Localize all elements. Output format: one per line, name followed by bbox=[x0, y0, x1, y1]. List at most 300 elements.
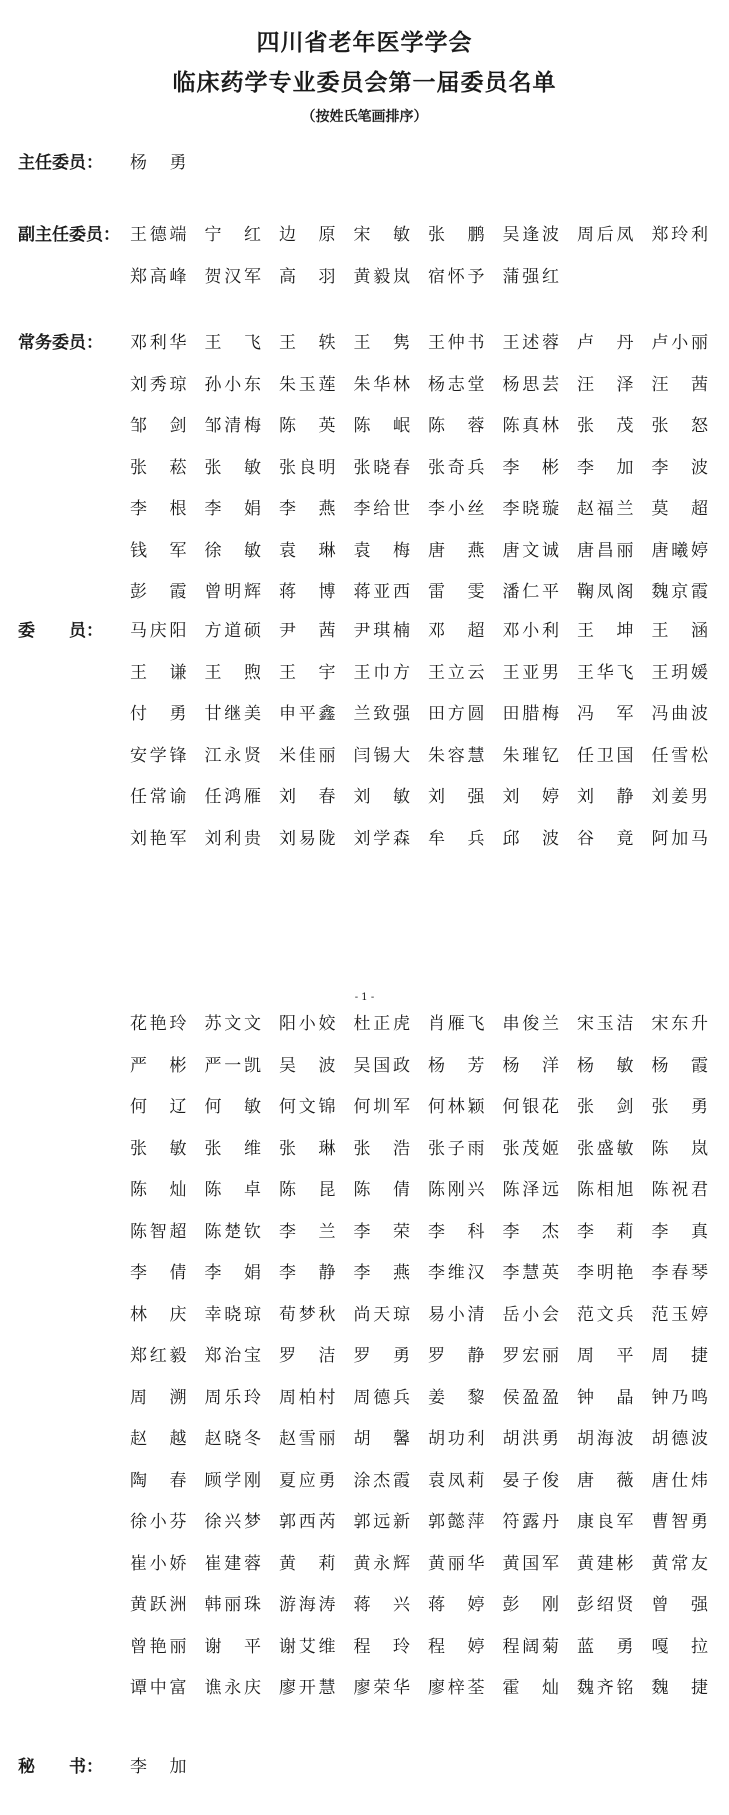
member-name: 甘继美 bbox=[204, 704, 261, 724]
member-name: 邓 超 bbox=[428, 621, 485, 641]
name-row bbox=[130, 1097, 729, 1117]
member-name: 黄跃洲 bbox=[130, 1595, 187, 1615]
member-name: 张 茂 bbox=[577, 416, 634, 436]
member-name: 嘎 拉 bbox=[651, 1636, 708, 1657]
name-grid bbox=[130, 1014, 729, 1720]
member-name: 任常谕 bbox=[130, 787, 187, 807]
member-name: 杨 洋 bbox=[502, 1055, 559, 1076]
member-name: 邹清梅 bbox=[204, 416, 261, 436]
member-name: 李 燕 bbox=[279, 499, 336, 519]
member-name: 曹智勇 bbox=[651, 1512, 708, 1532]
member-name: 朱容慧 bbox=[428, 745, 485, 766]
member-name: 唐 薇 bbox=[577, 1470, 634, 1491]
member-name: 宋 敏 bbox=[353, 225, 410, 245]
member-name: 何林颖 bbox=[428, 1097, 485, 1117]
member-name: 张 菘 bbox=[130, 457, 187, 478]
name-row bbox=[130, 663, 729, 683]
member-name: 程 玲 bbox=[353, 1636, 410, 1657]
member-name: 吴逢波 bbox=[502, 225, 559, 245]
member-name: 何银花 bbox=[502, 1097, 559, 1117]
member-name: 王德端 bbox=[130, 225, 187, 245]
name-row bbox=[130, 333, 729, 353]
name-grid bbox=[130, 333, 729, 624]
name-row bbox=[130, 1678, 729, 1698]
name-row bbox=[130, 153, 729, 173]
member-name: 杨 敏 bbox=[577, 1055, 634, 1076]
member-name: 冯 军 bbox=[577, 704, 634, 724]
member-name: 曾艳丽 bbox=[130, 1636, 187, 1657]
member-name: 严一凯 bbox=[204, 1055, 261, 1076]
member-name: 涂杰霞 bbox=[353, 1470, 410, 1491]
member-name: 刘 婷 bbox=[502, 787, 559, 807]
member-name: 高 羽 bbox=[279, 266, 336, 287]
member-name: 刘 静 bbox=[577, 787, 634, 807]
member-name: 李 加 bbox=[130, 1757, 187, 1777]
member-name: 李明艳 bbox=[577, 1263, 634, 1283]
name-row bbox=[130, 1305, 729, 1325]
member-name: 陈相旭 bbox=[577, 1180, 634, 1200]
name-grid bbox=[130, 621, 729, 870]
member-name: 蒲强红 bbox=[502, 266, 559, 287]
member-name: 刘姜男 bbox=[651, 787, 708, 807]
member-name: 陈泽远 bbox=[502, 1180, 559, 1200]
member-name: 游海涛 bbox=[279, 1595, 336, 1615]
member-name: 陈 卓 bbox=[204, 1180, 261, 1200]
name-row bbox=[130, 787, 729, 807]
member-name: 周后凤 bbox=[577, 225, 634, 245]
member-name: 苏文文 bbox=[204, 1014, 261, 1034]
member-name: 何 敏 bbox=[204, 1097, 261, 1117]
section-label: 主任委员： bbox=[18, 153, 103, 173]
member-name: 田腊梅 bbox=[502, 704, 559, 724]
member-name: 谯永庆 bbox=[204, 1678, 261, 1698]
member-name: 何 辽 bbox=[130, 1097, 187, 1117]
member-name: 唐 燕 bbox=[428, 540, 485, 561]
section-label: 委 员： bbox=[18, 621, 103, 641]
member-name: 刘易陇 bbox=[279, 828, 336, 849]
member-name: 刘 强 bbox=[428, 787, 485, 807]
member-name: 申平鑫 bbox=[279, 704, 336, 724]
member-name: 郭懿萍 bbox=[428, 1512, 485, 1532]
member-name: 王巾方 bbox=[353, 662, 410, 683]
member-name: 曾 强 bbox=[651, 1595, 708, 1615]
member-name: 李 波 bbox=[651, 457, 708, 478]
name-row bbox=[130, 582, 729, 602]
member-name: 马庆阳 bbox=[130, 621, 187, 641]
member-name: 宋玉洁 bbox=[577, 1014, 634, 1034]
member-name: 李 静 bbox=[279, 1263, 336, 1283]
member-name: 程阔菊 bbox=[502, 1636, 559, 1657]
member-name: 陈 昆 bbox=[279, 1180, 336, 1200]
member-name: 陶 春 bbox=[130, 1470, 187, 1491]
member-name: 胡 馨 bbox=[353, 1429, 410, 1449]
member-name: 李 彬 bbox=[502, 457, 559, 478]
member-name: 方道硕 bbox=[204, 621, 261, 641]
member-name: 魏 捷 bbox=[651, 1678, 708, 1698]
member-name: 陈 英 bbox=[279, 416, 336, 436]
member-name: 张奇兵 bbox=[428, 457, 485, 478]
member-name: 谭中富 bbox=[130, 1678, 187, 1698]
member-name: 汪 泽 bbox=[577, 374, 634, 395]
member-name: 罗 洁 bbox=[279, 1346, 336, 1366]
name-grid bbox=[130, 225, 729, 308]
member-name: 王仲书 bbox=[428, 333, 485, 353]
member-name: 江永贤 bbox=[204, 745, 261, 766]
name-row bbox=[130, 458, 729, 478]
member-name: 蒋 婷 bbox=[428, 1595, 485, 1615]
member-name: 胡德波 bbox=[651, 1429, 708, 1449]
name-row bbox=[130, 541, 729, 561]
member-name: 张 敏 bbox=[130, 1138, 187, 1159]
member-name: 张茂姬 bbox=[502, 1138, 559, 1159]
document-subtitle: （按姓氏笔画排序） bbox=[301, 109, 428, 125]
member-name: 王亚男 bbox=[502, 662, 559, 683]
member-name: 廖梓荃 bbox=[428, 1678, 485, 1698]
member-name: 王华飞 bbox=[577, 662, 634, 683]
member-name: 阳小姣 bbox=[279, 1014, 336, 1034]
section-label: 常务委员： bbox=[18, 333, 103, 353]
member-name: 刘 敏 bbox=[353, 787, 410, 807]
member-name: 陈楚钦 bbox=[204, 1221, 261, 1242]
member-name: 张良明 bbox=[279, 457, 336, 478]
member-name: 王 涵 bbox=[651, 621, 708, 641]
member-name: 郭西芮 bbox=[279, 1512, 336, 1532]
member-name: 蒋 博 bbox=[279, 582, 336, 602]
member-name: 张盛敏 bbox=[577, 1138, 634, 1159]
member-name: 郑玲利 bbox=[651, 225, 708, 245]
member-name: 李 燕 bbox=[353, 1263, 410, 1283]
member-name: 吴 波 bbox=[279, 1055, 336, 1076]
member-name: 黄建彬 bbox=[577, 1553, 634, 1574]
name-row bbox=[130, 1139, 729, 1159]
name-row bbox=[130, 267, 729, 287]
member-name: 彭 霞 bbox=[130, 582, 187, 602]
name-row bbox=[130, 499, 729, 519]
member-name: 尹 茜 bbox=[279, 621, 336, 641]
member-name: 田方圆 bbox=[428, 704, 485, 724]
member-name: 王 煦 bbox=[204, 662, 261, 683]
member-name: 张 剑 bbox=[577, 1097, 634, 1117]
member-name: 王述蓉 bbox=[502, 333, 559, 353]
member-name: 孙小东 bbox=[204, 374, 261, 395]
member-name: 王 坤 bbox=[577, 621, 634, 641]
member-name: 崔建蓉 bbox=[204, 1553, 261, 1574]
member-name: 邓利华 bbox=[130, 333, 187, 353]
name-grid bbox=[130, 1757, 729, 1799]
member-name: 牟 兵 bbox=[428, 828, 485, 849]
member-name: 罗宏丽 bbox=[502, 1346, 559, 1366]
member-name: 彭绍贤 bbox=[577, 1595, 634, 1615]
member-name: 陈 岷 bbox=[353, 416, 410, 436]
member-name: 赵 越 bbox=[130, 1429, 187, 1449]
member-name: 钟 晶 bbox=[577, 1387, 634, 1408]
member-name: 李 娟 bbox=[204, 499, 261, 519]
member-name: 张 鹏 bbox=[428, 225, 485, 245]
member-name: 程 婷 bbox=[428, 1636, 485, 1657]
member-name: 徐 敏 bbox=[204, 540, 261, 561]
member-name: 唐曦婷 bbox=[651, 540, 708, 561]
member-name: 杜正虎 bbox=[353, 1014, 410, 1034]
member-name: 李 根 bbox=[130, 499, 187, 519]
member-name: 卢小丽 bbox=[651, 333, 708, 353]
member-name: 陈 岚 bbox=[651, 1138, 708, 1159]
member-name: 张 琳 bbox=[279, 1138, 336, 1159]
member-name: 杨 芳 bbox=[428, 1055, 485, 1076]
member-name: 胡功利 bbox=[428, 1429, 485, 1449]
member-name: 李 莉 bbox=[577, 1221, 634, 1242]
member-name: 刘秀琼 bbox=[130, 374, 187, 395]
member-name: 刘艳军 bbox=[130, 828, 187, 849]
member-name: 李 杰 bbox=[502, 1221, 559, 1242]
member-name: 康良军 bbox=[577, 1512, 634, 1532]
member-name: 米佳丽 bbox=[279, 745, 336, 766]
name-row bbox=[130, 1222, 729, 1242]
member-name: 霍 灿 bbox=[502, 1678, 559, 1698]
member-name: 郑治宝 bbox=[204, 1346, 261, 1366]
member-name: 朱玉莲 bbox=[279, 374, 336, 395]
member-name: 杨 霞 bbox=[651, 1055, 708, 1076]
member-name: 宋东升 bbox=[651, 1014, 708, 1034]
member-name: 黄国军 bbox=[502, 1553, 559, 1574]
member-name: 魏京霞 bbox=[651, 582, 708, 602]
member-name: 范玉婷 bbox=[651, 1304, 708, 1325]
member-name: 周柏村 bbox=[279, 1387, 336, 1408]
name-row bbox=[130, 829, 729, 849]
member-name: 贺汉军 bbox=[204, 266, 261, 287]
member-name: 王 轶 bbox=[279, 333, 336, 353]
member-name: 张晓春 bbox=[353, 457, 410, 478]
member-name: 蒋 兴 bbox=[353, 1595, 410, 1615]
member-name: 黄永辉 bbox=[353, 1553, 410, 1574]
member-name: 兰致强 bbox=[353, 704, 410, 724]
member-name: 唐文诚 bbox=[502, 540, 559, 561]
member-name: 蓝 勇 bbox=[577, 1636, 634, 1657]
name-row bbox=[130, 1346, 729, 1366]
member-name: 杨思芸 bbox=[502, 374, 559, 395]
member-name: 易小清 bbox=[428, 1304, 485, 1325]
member-name: 周 捷 bbox=[651, 1346, 708, 1366]
section-label: 秘 书： bbox=[18, 1757, 103, 1777]
member-name: 罗 勇 bbox=[353, 1346, 410, 1366]
member-name: 崔小娇 bbox=[130, 1553, 187, 1574]
member-name: 赵晓冬 bbox=[204, 1429, 261, 1449]
member-name: 张 敏 bbox=[204, 457, 261, 478]
member-name: 黄毅岚 bbox=[353, 266, 410, 287]
member-name: 卢 丹 bbox=[577, 333, 634, 353]
member-name: 徐小芬 bbox=[130, 1512, 187, 1532]
member-name: 袁凤莉 bbox=[428, 1470, 485, 1491]
member-name: 闫锡大 bbox=[353, 745, 410, 766]
member-name: 何圳军 bbox=[353, 1097, 410, 1117]
member-name: 陈智超 bbox=[130, 1221, 187, 1242]
member-name: 李小丝 bbox=[428, 499, 485, 519]
member-name: 王玥媛 bbox=[651, 662, 708, 683]
member-name: 彭 刚 bbox=[502, 1595, 559, 1615]
member-name: 黄 莉 bbox=[279, 1553, 336, 1574]
member-name: 袁 梅 bbox=[353, 540, 410, 561]
member-name: 张 勇 bbox=[651, 1097, 708, 1117]
member-name: 陈祝君 bbox=[651, 1180, 708, 1200]
member-name: 李晓璇 bbox=[502, 499, 559, 519]
name-row bbox=[130, 375, 729, 395]
member-name: 李 倩 bbox=[130, 1263, 187, 1283]
member-name: 侯盈盈 bbox=[502, 1387, 559, 1408]
name-row bbox=[130, 1595, 729, 1615]
member-name: 张 怒 bbox=[651, 416, 708, 436]
member-name: 李慧英 bbox=[502, 1263, 559, 1283]
member-name: 郑高峰 bbox=[130, 266, 187, 287]
name-row bbox=[130, 1429, 729, 1449]
member-name: 晏子俊 bbox=[502, 1470, 559, 1491]
member-name: 任卫国 bbox=[577, 745, 634, 766]
member-name: 安学锋 bbox=[130, 745, 187, 766]
member-name: 赵福兰 bbox=[577, 499, 634, 519]
member-name: 花艳玲 bbox=[130, 1014, 187, 1034]
member-name: 串俊兰 bbox=[502, 1014, 559, 1034]
member-name: 吴国政 bbox=[353, 1055, 410, 1076]
name-row bbox=[130, 1388, 729, 1408]
member-name: 杨 勇 bbox=[130, 153, 187, 173]
member-name: 李 科 bbox=[428, 1221, 485, 1242]
member-name: 李春琴 bbox=[651, 1263, 708, 1283]
member-name: 邹 剑 bbox=[130, 416, 187, 436]
member-name: 郭远新 bbox=[353, 1512, 410, 1532]
member-name: 张 浩 bbox=[353, 1138, 410, 1159]
member-name: 莫 超 bbox=[651, 499, 708, 519]
name-row bbox=[130, 225, 729, 245]
member-name: 韩丽珠 bbox=[204, 1595, 261, 1615]
member-name: 罗 静 bbox=[428, 1346, 485, 1366]
member-name: 钟乃鸣 bbox=[651, 1387, 708, 1408]
member-name: 刘 春 bbox=[279, 787, 336, 807]
name-grid bbox=[130, 153, 729, 195]
member-name: 严 彬 bbox=[130, 1055, 187, 1076]
member-name: 冯曲波 bbox=[651, 704, 708, 724]
member-name: 李给世 bbox=[353, 499, 410, 519]
member-name: 周乐玲 bbox=[204, 1387, 261, 1408]
member-name: 鞠凤阁 bbox=[577, 582, 634, 602]
member-name: 王立云 bbox=[428, 662, 485, 683]
member-name: 边 原 bbox=[279, 225, 336, 245]
member-name: 何文锦 bbox=[279, 1097, 336, 1117]
member-name: 邱 波 bbox=[502, 828, 559, 849]
member-name: 李 真 bbox=[651, 1221, 708, 1242]
name-row bbox=[130, 1263, 729, 1283]
member-name: 谢艾维 bbox=[279, 1636, 336, 1657]
member-name: 谢 平 bbox=[204, 1636, 261, 1657]
name-row bbox=[130, 1637, 729, 1657]
member-name: 幸晓琼 bbox=[204, 1304, 261, 1325]
member-name: 荀梦秋 bbox=[279, 1304, 336, 1325]
member-name: 陈刚兴 bbox=[428, 1180, 485, 1200]
member-name: 岳小会 bbox=[502, 1304, 559, 1325]
member-name: 肖雁飞 bbox=[428, 1014, 485, 1034]
member-name: 王 隽 bbox=[353, 333, 410, 353]
member-name: 胡洪勇 bbox=[502, 1429, 559, 1449]
member-name: 邓小利 bbox=[502, 621, 559, 641]
member-name: 李维汉 bbox=[428, 1263, 485, 1283]
document-title-line1: 四川省老年医学学会 bbox=[256, 29, 473, 56]
member-name: 任雪松 bbox=[651, 745, 708, 766]
member-name: 李 荣 bbox=[353, 1221, 410, 1242]
member-name: 王 宇 bbox=[279, 662, 336, 683]
member-name: 袁 琳 bbox=[279, 540, 336, 561]
member-name: 陈 倩 bbox=[353, 1180, 410, 1200]
member-name: 雷 雯 bbox=[428, 582, 485, 602]
member-name: 周 平 bbox=[577, 1346, 634, 1366]
member-name: 陈真林 bbox=[502, 416, 559, 436]
name-row bbox=[130, 704, 729, 724]
name-row bbox=[130, 1056, 729, 1076]
member-name: 钱 军 bbox=[130, 540, 187, 561]
member-name: 唐仕炜 bbox=[651, 1470, 708, 1491]
member-name: 范文兵 bbox=[577, 1304, 634, 1325]
name-row bbox=[130, 1757, 729, 1777]
member-name: 李 兰 bbox=[279, 1221, 336, 1242]
member-name: 徐兴梦 bbox=[204, 1512, 261, 1532]
document-title-line2: 临床药学专业委员会第一届委员名单 bbox=[172, 69, 557, 96]
member-name: 汪 茜 bbox=[651, 374, 708, 395]
member-name: 魏齐铭 bbox=[577, 1678, 634, 1698]
member-name: 朱华林 bbox=[353, 374, 410, 395]
member-name: 唐昌丽 bbox=[577, 540, 634, 561]
member-name: 顾学刚 bbox=[204, 1470, 261, 1491]
member-name: 张 维 bbox=[204, 1138, 261, 1159]
member-name: 尚天琼 bbox=[353, 1304, 410, 1325]
member-name: 尹琪楠 bbox=[353, 621, 410, 641]
member-name: 黄常友 bbox=[651, 1553, 708, 1574]
member-name: 付 勇 bbox=[130, 704, 187, 724]
member-name: 陈 灿 bbox=[130, 1180, 187, 1200]
member-name: 王 谦 bbox=[130, 662, 187, 683]
name-row bbox=[130, 1471, 729, 1491]
name-row bbox=[130, 746, 729, 766]
member-name: 李 娟 bbox=[204, 1263, 261, 1283]
member-name: 曾明辉 bbox=[204, 582, 261, 602]
name-row bbox=[130, 1554, 729, 1574]
page-number: - 1 - bbox=[354, 992, 375, 1003]
member-name: 周德兵 bbox=[353, 1387, 410, 1408]
member-name: 陈 蓉 bbox=[428, 416, 485, 436]
member-name: 谷 竟 bbox=[577, 828, 634, 849]
member-name: 朱璀钇 bbox=[502, 745, 559, 766]
name-row bbox=[130, 1512, 729, 1532]
member-name: 周 溯 bbox=[130, 1387, 187, 1408]
member-name: 廖开慧 bbox=[279, 1678, 336, 1698]
member-name: 张子雨 bbox=[428, 1138, 485, 1159]
member-name: 姜 黎 bbox=[428, 1387, 485, 1408]
name-row bbox=[130, 416, 729, 436]
name-row bbox=[130, 1180, 729, 1200]
member-name: 任鸿雁 bbox=[204, 787, 261, 807]
member-name: 郑红毅 bbox=[130, 1346, 187, 1366]
member-name: 符露丹 bbox=[502, 1512, 559, 1532]
member-name: 王 飞 bbox=[204, 333, 261, 353]
name-row bbox=[130, 1014, 729, 1034]
member-name: 杨志堂 bbox=[428, 374, 485, 395]
member-name: 潘仁平 bbox=[502, 582, 559, 602]
member-name: 刘利贵 bbox=[204, 828, 261, 849]
member-name: 阿加马 bbox=[651, 828, 708, 849]
member-name: 蒋亚西 bbox=[353, 582, 410, 602]
member-name: 李 加 bbox=[577, 457, 634, 478]
section-label: 副主任委员： bbox=[18, 225, 120, 245]
member-name: 黄丽华 bbox=[428, 1553, 485, 1574]
member-name: 赵雪丽 bbox=[279, 1429, 336, 1449]
member-name: 宁 红 bbox=[204, 225, 261, 245]
member-name: 廖荣华 bbox=[353, 1678, 410, 1698]
name-row bbox=[130, 621, 729, 641]
